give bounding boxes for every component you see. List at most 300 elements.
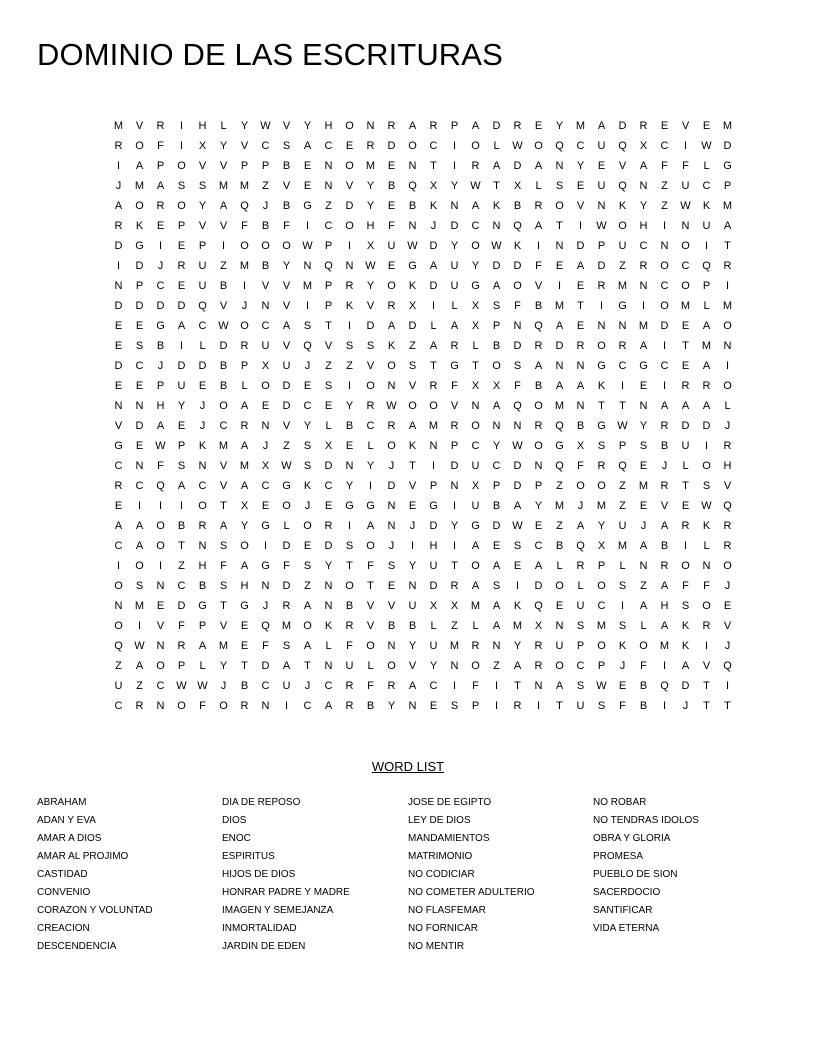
grid-letter: Z <box>619 260 626 272</box>
grid-letter: H <box>429 540 438 552</box>
grid-letter: O <box>345 120 354 132</box>
grid-letter: D <box>681 420 690 432</box>
grid-letter: X <box>324 440 333 452</box>
grid-letter: M <box>722 300 733 312</box>
grid-letter: P <box>450 120 459 132</box>
grid-letter: O <box>555 200 564 212</box>
grid-letter: D <box>450 220 459 232</box>
grid-letter: J <box>304 680 311 692</box>
grid-letter: N <box>366 120 375 132</box>
grid-letter: L <box>220 120 227 132</box>
grid-letter: Y <box>345 400 354 412</box>
grid-letter: S <box>282 140 291 152</box>
grid-letter: P <box>450 440 459 452</box>
grid-letter: T <box>178 540 185 552</box>
grid-letter: D <box>345 200 354 212</box>
grid-letter: W <box>218 320 229 332</box>
grid-letter: V <box>219 460 228 472</box>
grid-letter: J <box>220 680 227 692</box>
grid-letter: K <box>492 200 501 212</box>
grid-letter: G <box>135 240 144 252</box>
grid-letter: E <box>240 640 249 652</box>
grid-letter: U <box>597 180 606 192</box>
grid-letter: P <box>156 160 165 172</box>
grid-letter: W <box>134 640 145 652</box>
grid-letter: A <box>219 200 228 212</box>
grid-letter: B <box>156 340 165 352</box>
grid-letter: O <box>114 580 123 592</box>
grid-letter: R <box>345 280 354 292</box>
grid-letter: O <box>177 700 186 712</box>
grid-letter: L <box>640 620 647 632</box>
grid-letter: I <box>494 700 499 712</box>
grid-letter: F <box>535 260 542 272</box>
grid-letter: Y <box>639 420 648 432</box>
word-list-item: NO FORNICAR <box>408 923 478 934</box>
grid-letter: E <box>303 380 312 392</box>
grid-letter: D <box>408 320 417 332</box>
grid-letter: V <box>366 300 375 312</box>
grid-letter: D <box>135 420 144 432</box>
grid-letter: O <box>681 280 690 292</box>
grid-letter: C <box>576 140 585 152</box>
grid-letter: V <box>282 420 291 432</box>
grid-letter: I <box>725 280 730 292</box>
grid-letter: R <box>345 620 354 632</box>
grid-letter: T <box>493 180 500 192</box>
grid-letter: Z <box>661 200 668 212</box>
grid-row <box>108 136 738 156</box>
word-list-item: NO TENDRAS IDOLOS <box>593 815 699 826</box>
grid-row <box>108 616 738 636</box>
grid-letter: O <box>219 700 228 712</box>
word-list-item: HONRAR PADRE Y MADRE <box>222 887 350 898</box>
grid-letter: N <box>261 420 270 432</box>
grid-letter: N <box>198 540 207 552</box>
grid-letter: V <box>408 660 417 672</box>
grid-row <box>108 416 738 436</box>
grid-letter: E <box>114 340 123 352</box>
grid-letter: A <box>114 200 123 212</box>
grid-letter: N <box>450 200 459 212</box>
grid-letter: N <box>345 260 354 272</box>
grid-letter: M <box>239 460 250 472</box>
grid-letter: P <box>576 640 585 652</box>
grid-letter: O <box>366 540 375 552</box>
grid-letter: D <box>513 160 522 172</box>
grid-letter: D <box>513 260 522 272</box>
grid-letter: O <box>660 260 669 272</box>
grid-letter: D <box>618 120 627 132</box>
grid-letter: I <box>347 380 352 392</box>
grid-letter: O <box>534 440 543 452</box>
grid-letter: Q <box>303 340 312 352</box>
grid-letter: R <box>240 420 249 432</box>
grid-letter: A <box>177 480 186 492</box>
grid-letter: V <box>282 280 291 292</box>
grid-letter: E <box>555 600 564 612</box>
grid-letter: N <box>450 480 459 492</box>
grid-row <box>108 516 738 536</box>
grid-letter: A <box>639 340 648 352</box>
grid-letter: V <box>156 620 165 632</box>
grid-letter: M <box>722 200 733 212</box>
grid-letter: S <box>135 580 144 592</box>
grid-letter: S <box>450 700 459 712</box>
grid-letter: C <box>576 660 585 672</box>
grid-letter: S <box>303 320 312 332</box>
grid-letter: Z <box>661 180 668 192</box>
grid-letter: I <box>137 620 142 632</box>
grid-row <box>108 276 738 296</box>
grid-letter: W <box>470 180 481 192</box>
grid-letter: D <box>114 300 123 312</box>
grid-letter: S <box>282 640 291 652</box>
grid-letter: W <box>701 500 712 512</box>
word-list-item: ENOC <box>222 833 251 844</box>
grid-letter: N <box>387 500 396 512</box>
grid-letter: U <box>618 240 627 252</box>
grid-letter: I <box>641 300 646 312</box>
grid-letter: V <box>534 280 543 292</box>
grid-letter: I <box>662 340 667 352</box>
grid-letter: R <box>345 700 354 712</box>
grid-letter: X <box>492 380 501 392</box>
grid-row <box>108 376 738 396</box>
grid-letter: A <box>534 160 543 172</box>
grid-letter: E <box>345 440 354 452</box>
grid-letter: I <box>158 500 163 512</box>
grid-letter: G <box>471 280 480 292</box>
grid-letter: A <box>282 660 291 672</box>
grid-letter: I <box>431 300 436 312</box>
grid-letter: F <box>451 380 458 392</box>
grid-letter: R <box>387 120 396 132</box>
grid-letter: E <box>639 500 648 512</box>
grid-letter: S <box>345 340 354 352</box>
grid-letter: Y <box>198 200 207 212</box>
grid-letter: O <box>240 320 249 332</box>
grid-letter: M <box>554 300 565 312</box>
grid-letter: X <box>261 460 270 472</box>
grid-letter: G <box>639 360 648 372</box>
grid-letter: B <box>219 380 228 392</box>
grid-letter: S <box>324 380 333 392</box>
grid-letter: M <box>659 640 670 652</box>
grid-letter: P <box>597 660 606 672</box>
grid-letter: T <box>598 400 605 412</box>
grid-letter: C <box>639 240 648 252</box>
grid-letter: R <box>471 160 480 172</box>
grid-letter: L <box>451 300 458 312</box>
grid-letter: J <box>388 540 395 552</box>
grid-letter: I <box>284 700 289 712</box>
grid-letter: J <box>724 640 731 652</box>
grid-letter: O <box>387 280 396 292</box>
grid-letter: S <box>513 360 522 372</box>
grid-letter: C <box>471 220 480 232</box>
grid-letter: B <box>345 600 354 612</box>
grid-letter: E <box>303 180 312 192</box>
grid-letter: U <box>177 380 186 392</box>
grid-letter: Y <box>303 120 312 132</box>
grid-letter: R <box>450 580 459 592</box>
grid-letter: R <box>282 600 291 612</box>
grid-letter: V <box>261 280 270 292</box>
grid-letter: R <box>723 520 732 532</box>
grid-letter: I <box>704 240 709 252</box>
grid-letter: R <box>450 340 459 352</box>
grid-letter: I <box>179 140 184 152</box>
grid-letter: G <box>198 600 207 612</box>
grid-letter: F <box>472 680 479 692</box>
grid-letter: E <box>513 560 522 572</box>
grid-letter: A <box>387 320 396 332</box>
grid-letter: Z <box>493 660 500 672</box>
grid-row <box>108 436 738 456</box>
grid-letter: B <box>345 420 354 432</box>
grid-letter: Z <box>325 360 332 372</box>
grid-letter: F <box>157 140 164 152</box>
grid-letter: I <box>662 660 667 672</box>
grid-letter: R <box>576 340 585 352</box>
grid-letter: W <box>155 440 166 452</box>
grid-letter: D <box>114 240 123 252</box>
grid-row <box>108 336 738 356</box>
grid-letter: A <box>723 220 732 232</box>
grid-letter: E <box>135 440 144 452</box>
grid-letter: J <box>661 460 668 472</box>
grid-letter: T <box>409 460 416 472</box>
grid-letter: O <box>240 240 249 252</box>
grid-letter: V <box>219 480 228 492</box>
grid-letter: P <box>492 320 501 332</box>
grid-letter: I <box>221 240 226 252</box>
grid-letter: A <box>471 120 480 132</box>
grid-letter: C <box>471 440 480 452</box>
grid-letter: C <box>324 140 333 152</box>
grid-letter: O <box>114 620 123 632</box>
grid-letter: N <box>387 640 396 652</box>
grid-letter: L <box>199 660 206 672</box>
grid-letter: K <box>681 620 690 632</box>
grid-letter: F <box>661 160 668 172</box>
grid-letter: O <box>345 220 354 232</box>
grid-letter: Q <box>156 480 165 492</box>
grid-letter: I <box>347 320 352 332</box>
grid-letter: P <box>177 440 186 452</box>
grid-letter: B <box>555 540 564 552</box>
grid-letter: M <box>428 420 439 432</box>
grid-letter: D <box>513 460 522 472</box>
grid-letter: T <box>430 360 437 372</box>
grid-letter: O <box>156 540 165 552</box>
grid-letter: C <box>261 140 270 152</box>
grid-letter: X <box>471 320 480 332</box>
word-list-item: AMAR A DIOS <box>37 833 102 844</box>
grid-letter: S <box>513 540 522 552</box>
grid-row <box>108 156 738 176</box>
grid-letter: R <box>345 680 354 692</box>
letter-grid <box>108 116 738 716</box>
grid-row <box>108 456 738 476</box>
grid-letter: R <box>366 140 375 152</box>
grid-letter: M <box>596 500 607 512</box>
grid-letter: Y <box>366 180 375 192</box>
grid-letter: E <box>261 500 270 512</box>
grid-letter: F <box>283 560 290 572</box>
grid-letter: Y <box>219 140 228 152</box>
grid-letter: I <box>578 220 583 232</box>
grid-letter: M <box>449 640 460 652</box>
grid-letter: Y <box>366 460 375 472</box>
grid-letter: D <box>198 360 207 372</box>
grid-letter: E <box>597 160 606 172</box>
grid-letter: P <box>492 480 501 492</box>
grid-letter: I <box>662 700 667 712</box>
grid-letter: E <box>114 380 123 392</box>
grid-letter: T <box>220 500 227 512</box>
grid-letter: C <box>156 680 165 692</box>
grid-letter: R <box>156 120 165 132</box>
grid-letter: F <box>262 640 269 652</box>
grid-letter: R <box>534 420 543 432</box>
grid-letter: R <box>681 520 690 532</box>
grid-letter: F <box>577 460 584 472</box>
grid-letter: W <box>302 240 313 252</box>
grid-letter: R <box>660 480 669 492</box>
grid-letter: U <box>618 520 627 532</box>
grid-letter: O <box>198 500 207 512</box>
grid-letter: E <box>639 380 648 392</box>
grid-letter: N <box>387 520 396 532</box>
grid-letter: Q <box>576 540 585 552</box>
grid-letter: O <box>723 320 732 332</box>
grid-letter: I <box>179 500 184 512</box>
grid-letter: G <box>156 320 165 332</box>
grid-letter: J <box>262 600 269 612</box>
grid-letter: P <box>156 380 165 392</box>
grid-letter: Y <box>282 260 291 272</box>
grid-letter: E <box>198 380 207 392</box>
word-list-item: CREACION <box>37 923 90 934</box>
grid-letter: B <box>366 700 375 712</box>
word-list-item: NO MENTIR <box>408 941 465 952</box>
grid-letter: P <box>534 480 543 492</box>
grid-letter: U <box>450 280 459 292</box>
grid-letter: A <box>681 400 690 412</box>
grid-letter: G <box>261 520 270 532</box>
grid-letter: C <box>303 700 312 712</box>
grid-letter: D <box>429 280 438 292</box>
word-list-item: DIOS <box>222 815 247 826</box>
grid-letter: D <box>534 580 543 592</box>
grid-letter: R <box>513 700 522 712</box>
grid-letter: Q <box>513 220 522 232</box>
grid-letter: A <box>660 400 669 412</box>
word-list-item: CORAZON Y VOLUNTAD <box>37 905 153 916</box>
grid-letter: K <box>324 620 333 632</box>
grid-letter: X <box>534 620 543 632</box>
word-list-column <box>37 794 222 956</box>
grid-letter: M <box>722 120 733 132</box>
grid-letter: I <box>452 160 457 172</box>
grid-letter: I <box>452 140 457 152</box>
grid-letter: O <box>282 500 291 512</box>
grid-letter: E <box>723 600 732 612</box>
grid-letter: I <box>137 500 142 512</box>
grid-letter: S <box>681 600 690 612</box>
grid-letter: B <box>261 220 270 232</box>
grid-letter: D <box>282 580 291 592</box>
grid-letter: N <box>156 640 165 652</box>
grid-row <box>108 656 738 676</box>
grid-letter: A <box>597 120 606 132</box>
grid-letter: W <box>596 680 607 692</box>
grid-letter: O <box>471 660 480 672</box>
grid-letter: C <box>429 140 438 152</box>
grid-letter: I <box>557 280 562 292</box>
word-list-item: NO CODICIAR <box>408 869 475 880</box>
grid-letter: A <box>513 660 522 672</box>
grid-letter: T <box>703 700 710 712</box>
grid-letter: O <box>471 560 480 572</box>
grid-letter: X <box>513 180 522 192</box>
grid-letter: D <box>681 680 690 692</box>
grid-letter: N <box>639 560 648 572</box>
grid-letter: Q <box>660 680 669 692</box>
grid-letter: N <box>114 280 123 292</box>
grid-letter: N <box>702 560 711 572</box>
grid-letter: O <box>387 440 396 452</box>
grid-letter: I <box>704 640 709 652</box>
grid-letter: I <box>452 540 457 552</box>
grid-letter: A <box>702 400 711 412</box>
grid-letter: N <box>135 460 144 472</box>
grid-letter: C <box>618 360 627 372</box>
grid-letter: A <box>156 420 165 432</box>
grid-letter: L <box>703 540 710 552</box>
grid-letter: O <box>177 160 186 172</box>
grid-letter: H <box>660 600 669 612</box>
grid-letter: U <box>198 280 207 292</box>
grid-letter: N <box>597 320 606 332</box>
grid-letter: O <box>471 420 480 432</box>
grid-letter: U <box>429 640 438 652</box>
grid-row <box>108 396 738 416</box>
grid-letter: C <box>198 320 207 332</box>
grid-letter: E <box>534 120 543 132</box>
grid-letter: X <box>261 360 270 372</box>
grid-letter: M <box>575 120 586 132</box>
grid-letter: R <box>660 560 669 572</box>
grid-letter: L <box>619 560 626 572</box>
grid-letter: W <box>176 680 187 692</box>
grid-letter: D <box>135 300 144 312</box>
grid-letter: E <box>387 160 396 172</box>
grid-letter: Q <box>618 140 627 152</box>
grid-letter: A <box>366 520 375 532</box>
grid-letter: W <box>260 120 271 132</box>
grid-letter: A <box>492 600 501 612</box>
grid-letter: H <box>198 560 207 572</box>
grid-letter: J <box>682 700 689 712</box>
grid-letter: V <box>366 620 375 632</box>
grid-letter: C <box>114 700 123 712</box>
grid-letter: X <box>471 300 480 312</box>
grid-letter: U <box>576 700 585 712</box>
grid-row <box>108 496 738 516</box>
